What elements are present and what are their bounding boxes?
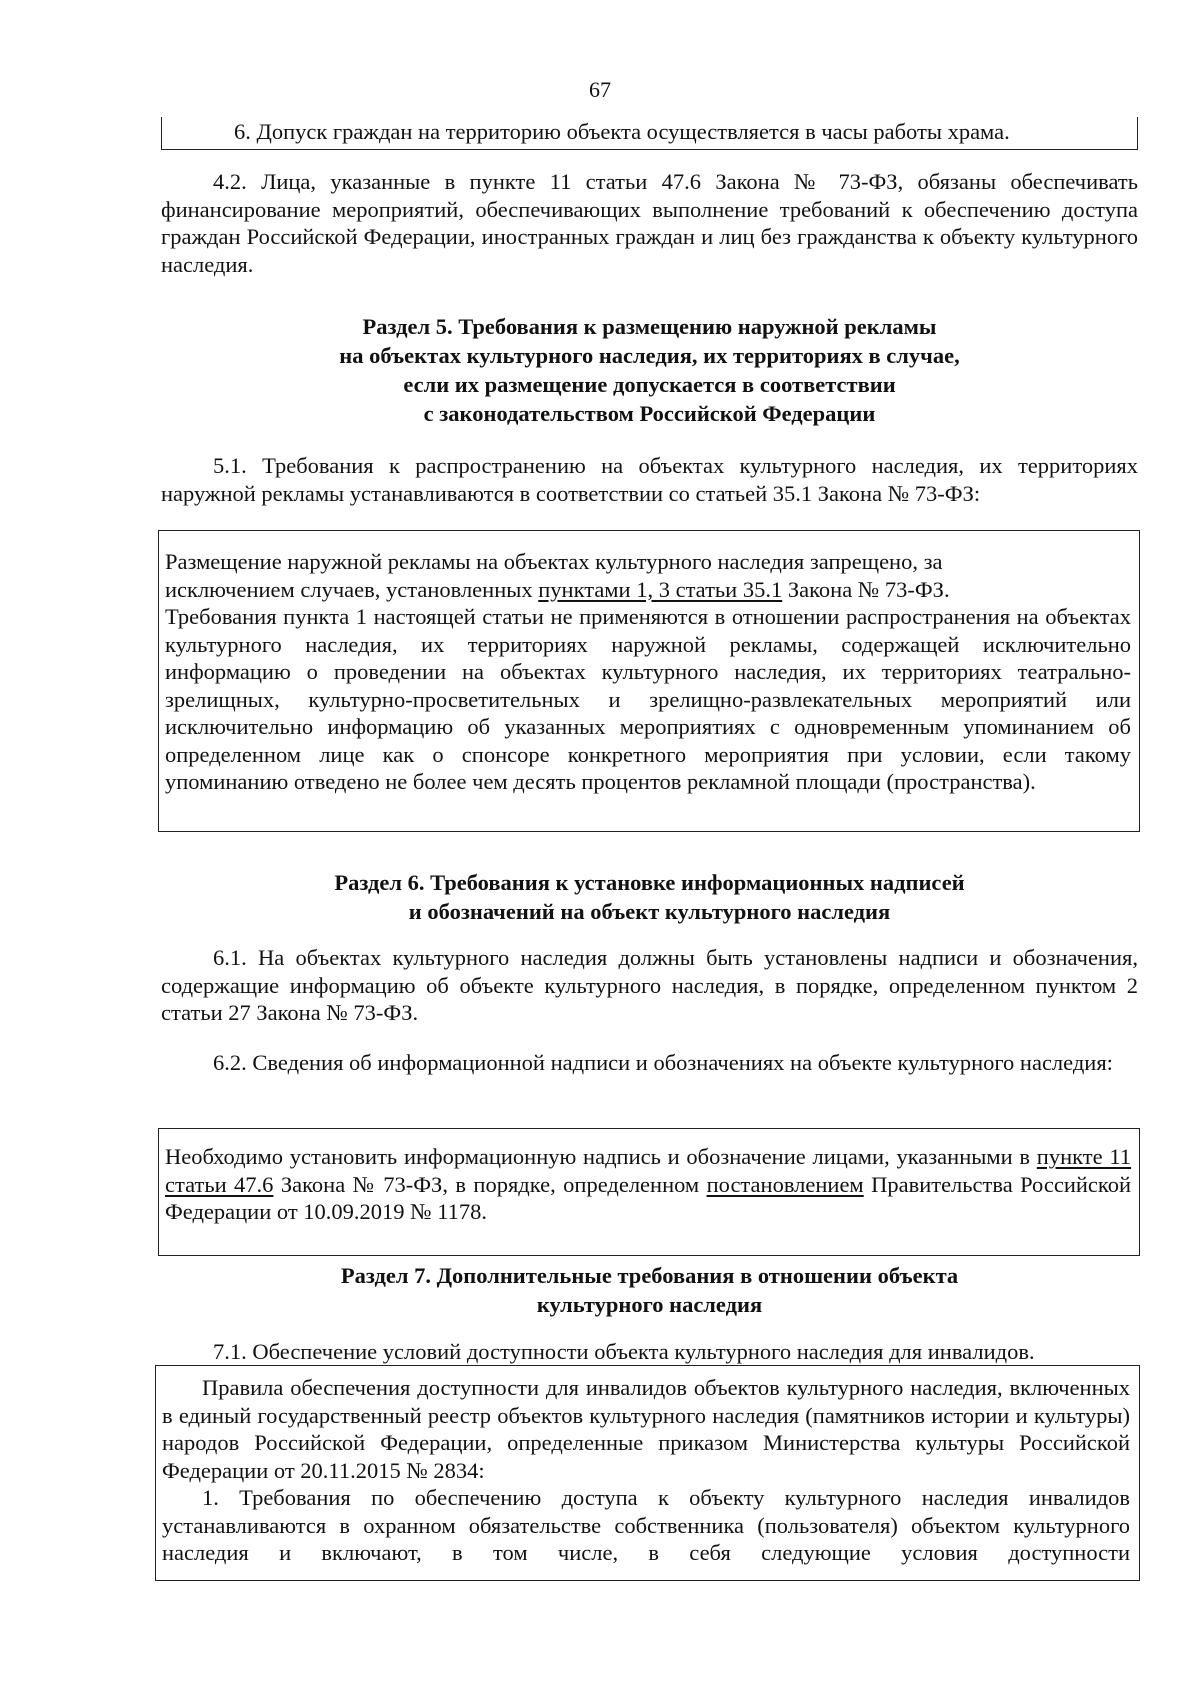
- paragraph-4-2: 4.2. Лица, указанные в пункте 11 статьи 47.6 Закона № 73-ФЗ, обязаны обеспечивать финансирование мероприятий, обеспечивающих выполнение требований к обеспечению доступа граждан Российской Федерации, иностранных граждан и лиц без гражданства к объекту культурного наследия.: [161, 169, 1138, 277]
- box5-line1: Размещение наружной рекламы на объектах культурного наследия запрещено, за: [165, 549, 943, 574]
- box5-rest: Требования пункта 1 настоящей статьи не применяются в отношении распространения на объектах культурного наследия, их территориях наружной рекламы, содержащей исключительно информацию о проведении на объектах культурного наследия, их территориях театрально-зрелищных, культурно-просветительных и зрелищно-развлекательных мероприятий или исключительно информацию об указанных мероприятиях с одновременным упоминанием об определенном лице как о спонсоре конкретного мероприятия при условии, если такому упоминанию отведено не более чем десять процентов рекламной площади (пространства).: [165, 604, 1131, 794]
- box7-paragraph-1: Правила обеспечения доступности для инвалидов объектов культурного наследия, включенных в единый государственный реестр объектов культурного наследия (памятников истории и культуры) народов Российской Федерации, определенные приказом Министерства культуры Российской Федерации от 20.11.2015 № 2834:: [162, 1375, 1130, 1483]
- section-7-title-line: Раздел 7. Дополнительные требования в отношении объекта: [340, 1263, 959, 1288]
- section-7-box: [155, 1365, 1140, 1581]
- section-6-title: [161, 868, 1138, 926]
- page-number: 67: [589, 77, 611, 102]
- section-5-title-line: на объектах культурного наследия, их территориях в случае,: [339, 343, 960, 368]
- paragraph-6-1: 6.1. На объектах культурного наследия должны быть установлены надписи и обозначения, содержащие информацию об объекте культурного наследия, в порядке, определенном пунктом 2 статьи 27 Закона № 73-ФЗ.: [161, 945, 1138, 1025]
- paragraph-6-2: 6.2. Сведения об информационной надписи и обозначениях на объекте культурного наследия:: [213, 1050, 1113, 1075]
- section-6-title-line: и обозначений на объект культурного наследия: [408, 899, 891, 924]
- article-35-1-link[interactable]: пунктами 1, 3 статьи 35.1: [538, 576, 783, 602]
- box7-paragraph-2: 1. Требования по обеспечению доступа к объекту культурного наследия инвалидов устанавливаются в охранном обязательстве собственника (пользователя) объектом культурного наследия и включают, в том числе, в себя следующие условия доступности: [162, 1485, 1130, 1565]
- section-5-box: [158, 530, 1140, 832]
- section-5-title-line: если их размещение допускается в соответствии: [403, 372, 896, 397]
- box6-text: Необходимо установить информационную надпись и обозначение лицами, указанными в пункте 11 статьи 47.6 Закона № 73-ФЗ, в порядке, определенном постановлением Правительства Российской Федерации от 10.09.2019 № 1178.: [165, 1144, 1132, 1224]
- paragraph-5-1: 5.1. Требования к распространению на объектах культурного наследия, их территориях наружной рекламы устанавливаются в соответствии со статьей 35.1 Закона № 73-ФЗ:: [161, 453, 1138, 506]
- section-7-title-line: культурного наследия: [536, 1292, 763, 1317]
- box5-line2: [165, 576, 1131, 604]
- section-6-title-line: Раздел 6. Требования к установке информационных надписей: [334, 870, 965, 895]
- section-7-title: [161, 1261, 1138, 1319]
- section-6-box: [158, 1128, 1140, 1256]
- box5-line2-pre: исключением случаев, установленных: [165, 576, 539, 602]
- resolution-link[interactable]: постановлением: [706, 1171, 864, 1197]
- box5-line2-post: Закона № 73-ФЗ.: [782, 576, 950, 602]
- section-5-title: [161, 312, 1138, 428]
- top-box-text: 6. Допуск граждан на территорию объекта осуществляется в часы работы храма.: [234, 119, 1010, 144]
- section-5-title-line: Раздел 5. Требования к размещению наружной рекламы: [362, 314, 937, 339]
- section-5-title-line: с законодательством Российской Федерации: [423, 401, 876, 426]
- paragraph-7-1: 7.1. Обеспечение условий доступности объекта культурного наследия для инвалидов.: [213, 1339, 1035, 1364]
- article-47-6-link[interactable]: пункте 11 статьи 47.6: [165, 1144, 1132, 1197]
- top-box: [161, 117, 1138, 150]
